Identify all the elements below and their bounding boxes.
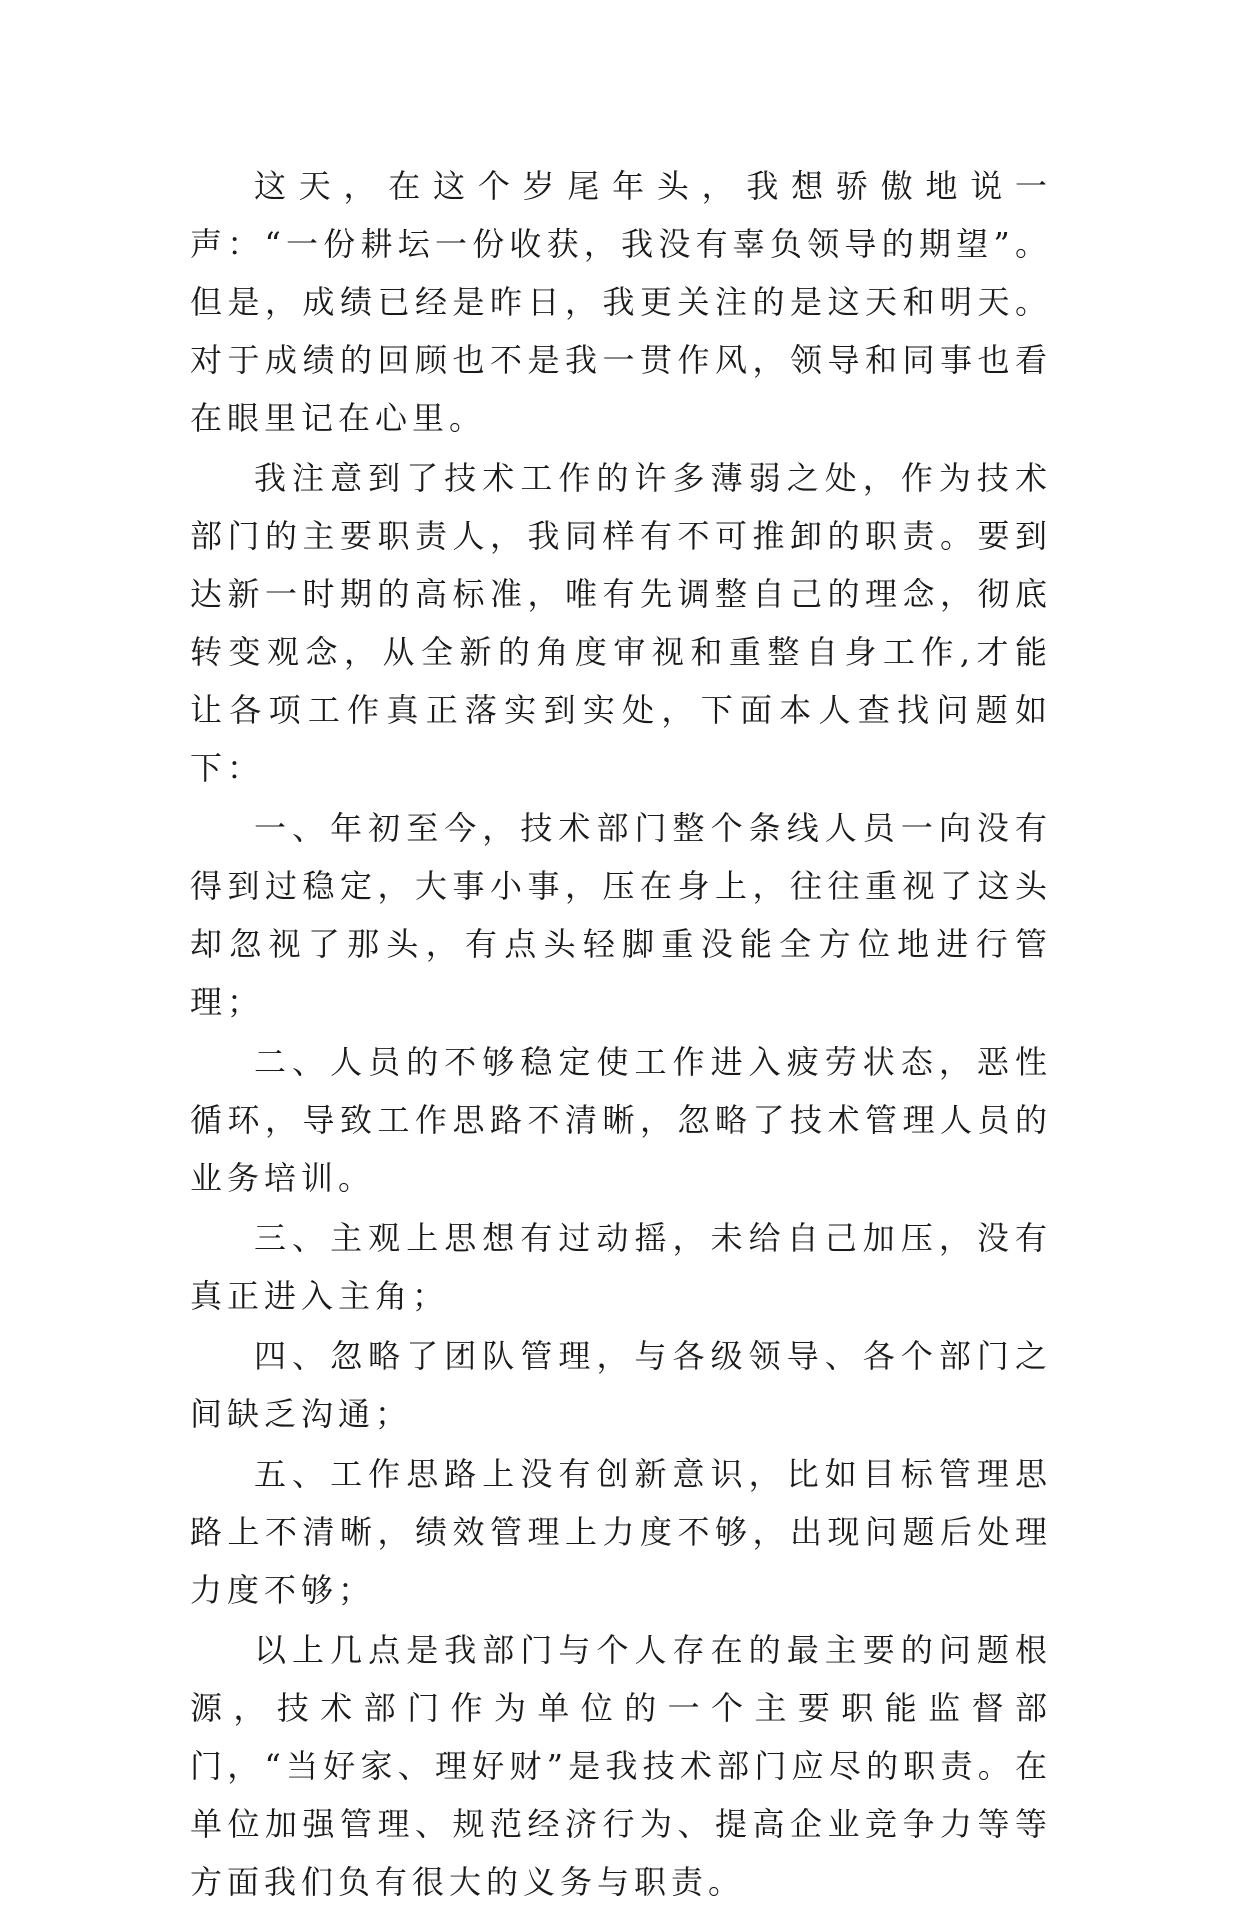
paragraph-1: 这天，在这个岁尾年头，我想骄傲地说一声：“一份耕坛一份收获，我没有辜负领导的期望”。但是，成绩已经是昨日，我更关注的是这天和明天。对于成绩的回顾也不是我一贯作风，领导和同事也看在眼里记在心里。 bbox=[190, 167, 1052, 437]
paragraph-7: 五、工作思路上没有创新意识，比如目标管理思路上不清晰，绩效管理上力度不够，出现问题后处理力度不够； bbox=[190, 1455, 1052, 1609]
paragraph-3: 一、年初至今，技术部门整个条线人员一向没有得到过稳定，大事小事，压在身上，往往重视了这头却忽视了那头，有点头轻脚重没能全方位地进行管理； bbox=[190, 809, 1052, 1021]
paragraph-8: 以上几点是我部门与个人存在的最主要的问题根源，技术部门作为单位的一个主要职能监督部门，“当好家、理好财”是我技术部门应尽的职责。在单位加强管理、规范经济行为、提高企业竞争力等等方面我们负有很大的义务与职责。 bbox=[190, 1631, 1052, 1901]
paragraph-6: 四、忽略了团队管理，与各级领导、各个部门之间缺乏沟通； bbox=[190, 1337, 1052, 1433]
document-body bbox=[190, 157, 1052, 1911]
paragraph-4: 二、人员的不够稳定使工作进入疲劳状态，恶性循环，导致工作思路不清晰，忽略了技术管理人员的业务培训。 bbox=[190, 1043, 1052, 1197]
paragraph-5: 三、主观上思想有过动摇，未给自己加压，没有真正进入主角； bbox=[190, 1219, 1052, 1315]
paragraph-2: 我注意到了技术工作的许多薄弱之处，作为技术部门的主要职责人，我同样有不可推卸的职责。要到达新一时期的高标准，唯有先调整自己的理念，彻底转变观念，从全新的角度审视和重整自身工作,才能让各项工作真正落实到实处，下面本人查找问题如下： bbox=[190, 459, 1052, 787]
